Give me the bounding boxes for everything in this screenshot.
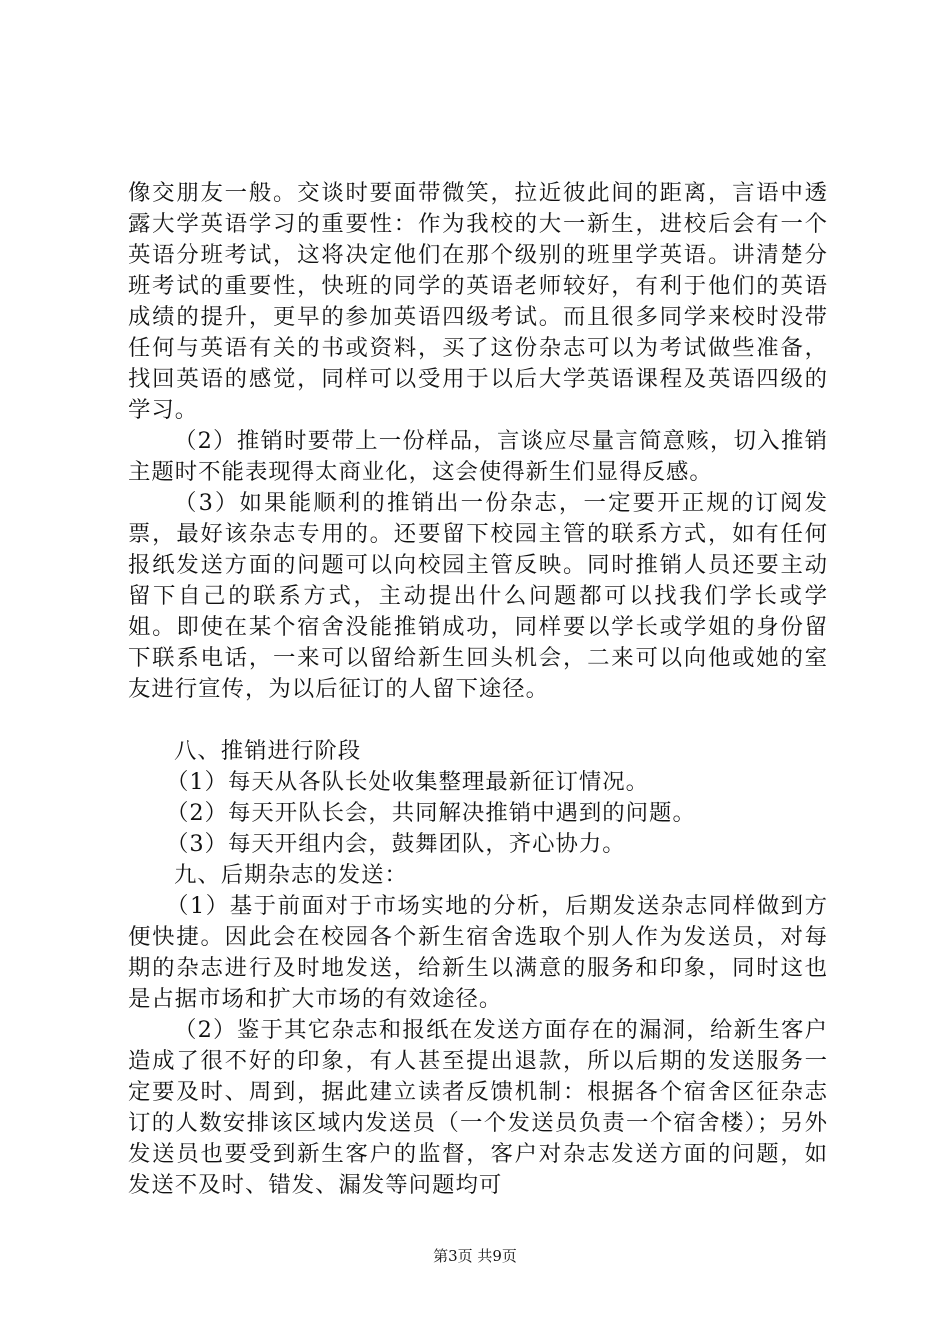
paragraph-item-3: （3）如果能顺利的推销出一份杂志，一定要开正规的订阅发票，最好该杂志专用的。还要留下校园主管的联系方式，如有任何报纸发送方面的问题可以向校园主管反映。同时推销人员还要主动留下自己的联系方式，主动提出什么问题都可以找我们学长或学姐。即使在某个宿舍没能推销成功，同样要以学长或学姐的身份留下联系电话，一来可以留给新生回头机会，二来可以向他或她的室友进行宣传，为以后征订的人留下途径。 xyxy=(128,490,828,702)
paragraph-delivery-1: （1）基于前面对于市场实地的分析，后期发送杂志同样做到方便快捷。因此会在校园各个新生宿舍选取个别人作为发送员，对每期的杂志进行及时地发送，给新生以满意的服务和印象，同时这也是占据市场和扩大市场的有效途径。 xyxy=(128,893,828,1012)
list-item: （3）每天开组内会，鼓舞团队，齐心协力。 xyxy=(166,831,626,857)
page-footer xyxy=(0,1246,950,1266)
section-heading-8: 八、推销进行阶段 xyxy=(174,738,362,764)
paragraph-intro: 像交朋友一般。交谈时要面带微笑，拉近彼此间的距离，言语中透露大学英语学习的重要性：作为我校的大一新生，进校后会有一个英语分班考试，这将决定他们在那个级别的班里学英语。讲清楚分班考试的重要性，快班的同学的英语老师较好，有利于他们的英语成绩的提升，更早的参加英语四级考试。而且很多同学来校时没带任何与英语有关的书或资料，买了这份杂志可以为考试做些准备，找回英语的感觉，同样可以受用于以后大学英语课程及英语四级的学习。 xyxy=(128,180,828,423)
document-body xyxy=(128,178,828,1201)
paragraph-gap xyxy=(128,705,828,736)
list-item: （1）每天从各队长处收集整理最新征订情况。 xyxy=(166,769,650,795)
paragraph-delivery-2: （2）鉴于其它杂志和报纸在发送方面存在的漏洞，给新生客户造成了很不好的印象，有人甚至提出退款，所以后期的发送服务一定要及时、周到，据此建立读者反馈机制：根据各个宿舍区征杂志订的人数安排该区域内发送员（一个发送员负责一个宿舍楼）；另外发送员也要受到新生客户的监督，客户对杂志发送方面的问题，如发送不及时、错发、漏发等问题均可 xyxy=(128,1017,828,1198)
section-heading-9: 九、后期杂志的发送： xyxy=(174,862,408,888)
list-item: （2）每天开队长会，共同解决推销中遇到的问题。 xyxy=(166,800,696,826)
paragraph-item-2: （2）推销时要带上一份样品，言谈应尽量言简意赅，切入推销主题时不能表现得太商业化，这会使得新生们显得反感。 xyxy=(128,428,828,485)
page-number: 第3页 共9页 xyxy=(433,1247,517,1265)
